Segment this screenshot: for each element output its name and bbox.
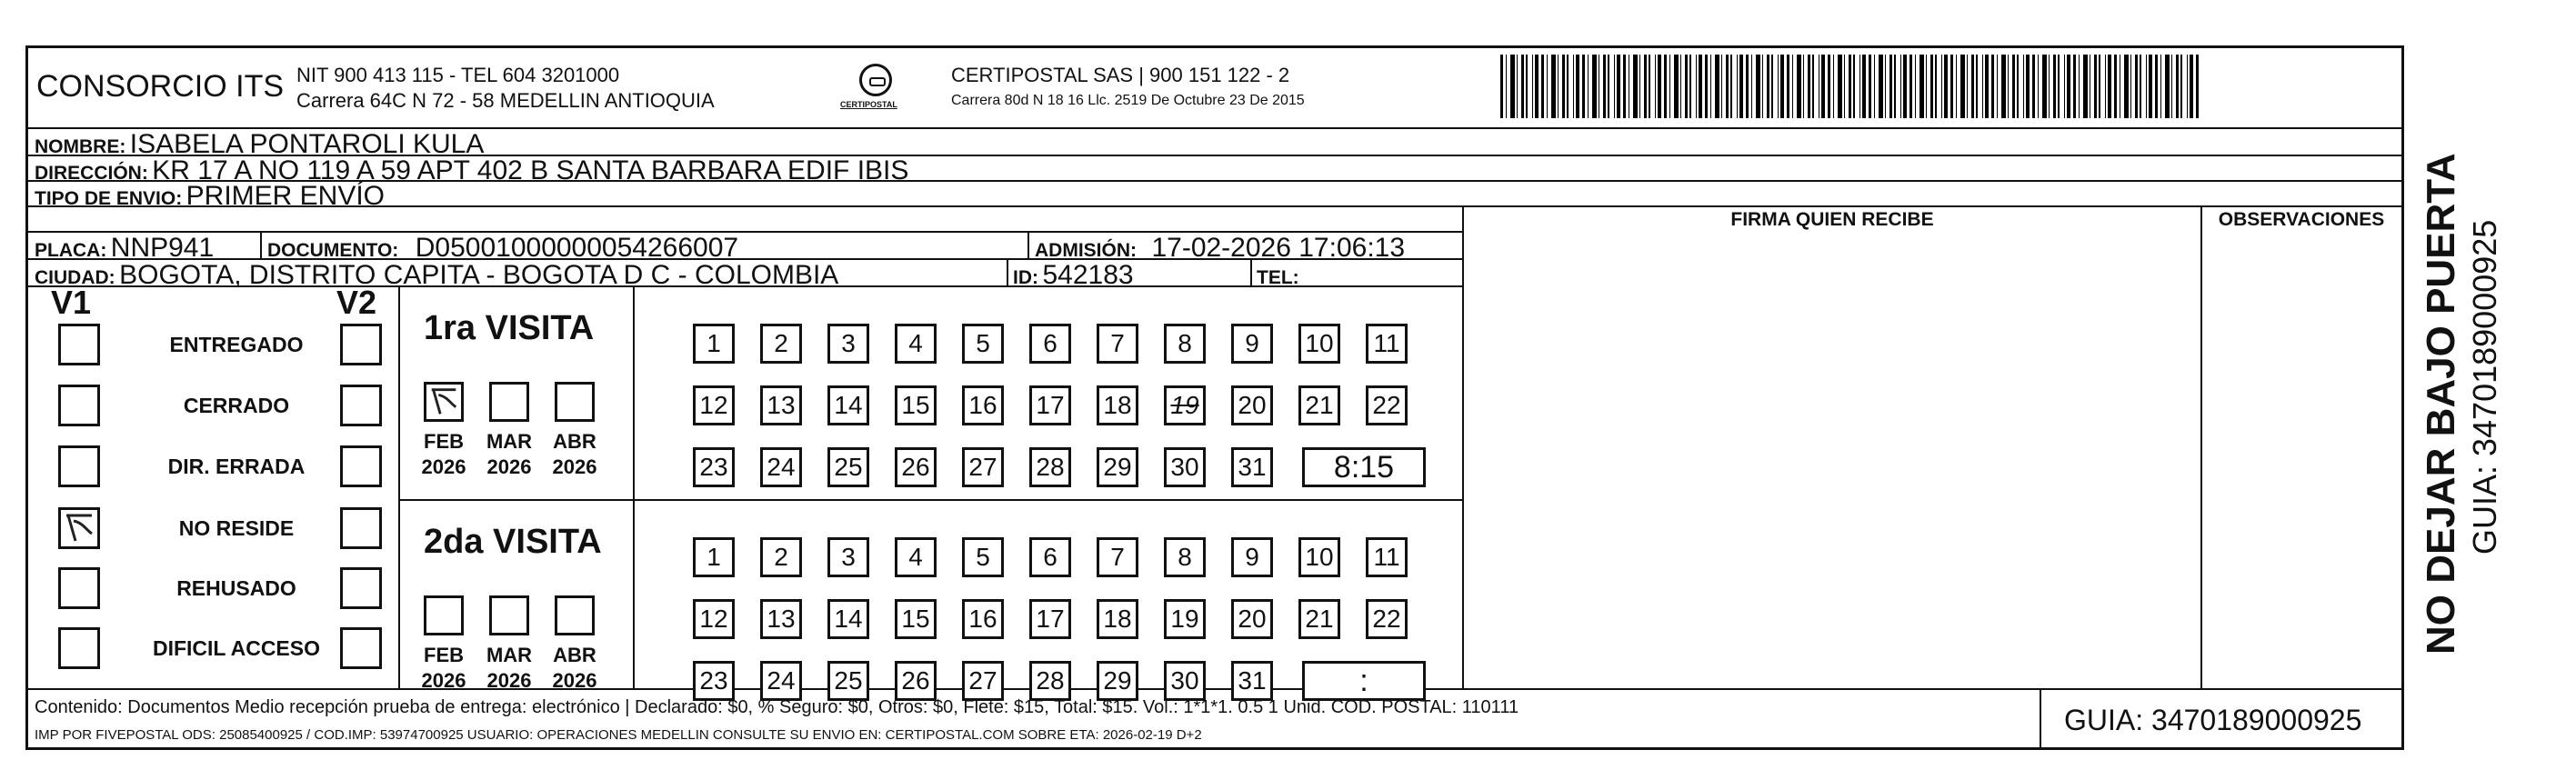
day-box[interactable]: 14 bbox=[827, 385, 869, 425]
id-label: ID: bbox=[1013, 267, 1038, 288]
visit-title: 1ra VISITA bbox=[424, 309, 595, 347]
logo-text: CERTIPOSTAL bbox=[840, 100, 897, 109]
month-checkbox[interactable] bbox=[555, 595, 595, 635]
day-box[interactable]: 31 bbox=[1231, 661, 1273, 701]
day-box[interactable]: 31 bbox=[1231, 447, 1273, 487]
day-box[interactable]: 26 bbox=[895, 447, 937, 487]
day-box[interactable]: 24 bbox=[760, 661, 802, 701]
month-name: MAR bbox=[486, 644, 533, 666]
day-box[interactable]: 7 bbox=[1097, 324, 1138, 364]
status-label: ENTREGADO bbox=[169, 333, 304, 356]
observaciones-label: OBSERVACIONES bbox=[2218, 209, 2385, 230]
day-box[interactable]: 25 bbox=[827, 661, 869, 701]
day-box[interactable]: 11 bbox=[1366, 324, 1408, 364]
day-box[interactable]: 8 bbox=[1164, 537, 1206, 577]
day-box[interactable]: 19 bbox=[1164, 385, 1206, 425]
company-address: Carrera 64C N 72 - 58 MEDELLIN ANTIOQUIA bbox=[296, 89, 715, 112]
day-box[interactable]: 9 bbox=[1231, 537, 1273, 577]
month-checkbox[interactable] bbox=[489, 382, 529, 422]
admision-label: ADMISIÓN: bbox=[1035, 240, 1137, 261]
day-box[interactable]: 3 bbox=[827, 537, 869, 577]
tipo-label: TIPO DE ENVIO: bbox=[35, 188, 183, 209]
nit-line: NIT 900 413 115 - TEL 604 3201000 bbox=[296, 64, 620, 86]
day-box[interactable]: 17 bbox=[1029, 385, 1071, 425]
footer-guia: GUIA: 3470189000925 bbox=[2064, 704, 2362, 736]
month-label bbox=[547, 429, 602, 480]
day-box[interactable]: 10 bbox=[1298, 537, 1340, 577]
day-box[interactable]: 27 bbox=[962, 447, 1004, 487]
month-name: FEB bbox=[424, 430, 464, 453]
certipostal-line1: CERTIPOSTAL SAS | 900 151 122 - 2 bbox=[951, 64, 1290, 86]
time-box[interactable]: : bbox=[1302, 661, 1426, 701]
day-box[interactable]: 5 bbox=[962, 324, 1004, 364]
day-box[interactable]: 25 bbox=[827, 447, 869, 487]
day-box[interactable]: 26 bbox=[895, 661, 937, 701]
day-box[interactable]: 7 bbox=[1097, 537, 1138, 577]
day-box[interactable]: 12 bbox=[693, 385, 735, 425]
nombre-label: NOMBRE: bbox=[35, 136, 126, 157]
nombre-value: ISABELA PONTAROLI KULA bbox=[129, 129, 485, 159]
day-box[interactable]: 20 bbox=[1231, 599, 1273, 639]
month-year: 2026 bbox=[421, 669, 466, 692]
month-year: 2026 bbox=[421, 455, 466, 478]
v1-checkbox[interactable] bbox=[58, 385, 100, 426]
day-box[interactable]: 18 bbox=[1097, 385, 1138, 425]
month-label bbox=[547, 643, 602, 694]
day-box[interactable]: 29 bbox=[1097, 447, 1138, 487]
day-box[interactable]: 20 bbox=[1231, 385, 1273, 425]
v2-label: V2 bbox=[336, 284, 377, 321]
v2-checkbox[interactable] bbox=[340, 567, 382, 609]
day-box[interactable]: 5 bbox=[962, 537, 1004, 577]
status-label: NO RESIDE bbox=[178, 516, 295, 540]
day-box[interactable]: 13 bbox=[760, 599, 802, 639]
v1-label: V1 bbox=[51, 284, 92, 321]
day-box[interactable]: 30 bbox=[1164, 661, 1206, 701]
day-box[interactable]: 23 bbox=[693, 447, 735, 487]
v1-checkbox[interactable] bbox=[58, 324, 100, 365]
imp-text: IMP POR FIVEPOSTAL ODS: 25085400925 / COD.IMP: 53974700925 USUARIO: OPERACIONES MEDELLIN CONSULTE SU ENVIO EN: CERTIPOSTAL.COM SOBRE ETA: 2026-02-19 D+2 bbox=[35, 727, 1202, 743]
v1-checkbox[interactable] bbox=[58, 567, 100, 609]
ciudad-label: CIUDAD: bbox=[35, 267, 115, 288]
day-box[interactable]: 4 bbox=[895, 537, 937, 577]
ciudad-value: BOGOTA, DISTRITO CAPITA - BOGOTA D C - COLOMBIA bbox=[119, 260, 839, 290]
month-checkbox[interactable] bbox=[424, 382, 464, 422]
day-box[interactable]: 4 bbox=[895, 324, 937, 364]
month-label bbox=[416, 429, 471, 480]
day-box[interactable]: 14 bbox=[827, 599, 869, 639]
day-box[interactable]: 11 bbox=[1366, 537, 1408, 577]
month-checkbox[interactable] bbox=[489, 595, 529, 635]
company-name: CONSORCIO ITS bbox=[36, 69, 285, 104]
month-year: 2026 bbox=[486, 669, 532, 692]
month-checkbox[interactable] bbox=[555, 382, 595, 422]
v1-checkbox[interactable] bbox=[58, 627, 100, 669]
day-box[interactable]: 22 bbox=[1366, 385, 1408, 425]
v1-checkbox[interactable] bbox=[58, 507, 100, 549]
day-box[interactable]: 30 bbox=[1164, 447, 1206, 487]
day-box[interactable]: 16 bbox=[962, 385, 1004, 425]
v2-checkbox[interactable] bbox=[340, 324, 382, 365]
v1-checkbox[interactable] bbox=[58, 445, 100, 487]
day-box[interactable]: 1 bbox=[693, 324, 735, 364]
month-name: MAR bbox=[486, 430, 533, 453]
tel-label: TEL: bbox=[1257, 267, 1299, 288]
documento-label: DOCUMENTO: bbox=[267, 240, 399, 261]
status-label: CERRADO bbox=[183, 394, 290, 417]
day-box[interactable]: 6 bbox=[1029, 537, 1071, 577]
day-box[interactable]: 12 bbox=[693, 599, 735, 639]
day-box[interactable]: 15 bbox=[895, 385, 937, 425]
month-checkbox[interactable] bbox=[424, 595, 464, 635]
month-name: ABR bbox=[553, 430, 596, 453]
time-box[interactable]: 8:15 bbox=[1302, 447, 1426, 487]
v2-checkbox[interactable] bbox=[340, 445, 382, 487]
documento-value: D05001000000054266007 bbox=[415, 233, 739, 263]
day-box[interactable]: 16 bbox=[962, 599, 1004, 639]
status-label: REHUSADO bbox=[176, 576, 296, 600]
day-box[interactable]: 13 bbox=[760, 385, 802, 425]
day-box[interactable]: 8 bbox=[1164, 324, 1206, 364]
v2-checkbox[interactable] bbox=[340, 385, 382, 426]
tipo-value: PRIMER ENVÍO bbox=[185, 181, 386, 211]
v2-checkbox[interactable] bbox=[340, 627, 382, 669]
certipostal-line2: Carrera 80d N 18 16 Llc. 2519 De Octubre 23 De 2015 bbox=[951, 93, 1305, 108]
day-box[interactable]: 28 bbox=[1029, 447, 1071, 487]
day-box[interactable]: 27 bbox=[962, 661, 1004, 701]
firma-label: FIRMA QUIEN RECIBE bbox=[1730, 209, 1934, 230]
direccion-value: KR 17 A NO 119 A 59 APT 402 B SANTA BARBARA EDIF IBIS bbox=[152, 155, 909, 185]
month-name: FEB bbox=[424, 644, 464, 666]
day-box[interactable]: 22 bbox=[1366, 599, 1408, 639]
v2-checkbox[interactable] bbox=[340, 507, 382, 549]
day-box[interactable]: 23 bbox=[693, 661, 735, 701]
visit-title: 2da VISITA bbox=[424, 523, 602, 561]
day-box[interactable]: 29 bbox=[1097, 661, 1138, 701]
status-label: DIR. ERRADA bbox=[167, 455, 306, 478]
day-box[interactable]: 3 bbox=[827, 324, 869, 364]
day-box[interactable]: 21 bbox=[1298, 385, 1340, 425]
status-label: DIFICIL ACCESO bbox=[152, 636, 320, 660]
day-box[interactable]: 6 bbox=[1029, 324, 1071, 364]
day-box[interactable]: 2 bbox=[760, 537, 802, 577]
side-guia: GUIA: 3470189000925 bbox=[2466, 219, 2503, 555]
side-warning: NO DEJAR BAJO PUERTA bbox=[2419, 153, 2463, 655]
admision-value: 17-02-2026 17:06:13 bbox=[1151, 233, 1406, 263]
id-value: 542183 bbox=[1042, 260, 1134, 290]
day-box[interactable]: 15 bbox=[895, 599, 937, 639]
day-box[interactable]: 21 bbox=[1298, 599, 1340, 639]
direccion-label: DIRECCIÓN: bbox=[35, 163, 148, 184]
month-year: 2026 bbox=[486, 455, 532, 478]
day-box[interactable]: 24 bbox=[760, 447, 802, 487]
month-year: 2026 bbox=[552, 669, 597, 692]
month-year: 2026 bbox=[552, 455, 597, 478]
day-box[interactable]: 17 bbox=[1029, 599, 1071, 639]
day-box[interactable]: 9 bbox=[1231, 324, 1273, 364]
contenido-text: Contenido: Documentos Medio recepción prueba de entrega: electrónico | Declarado: $0, % Seguro: $0, Otros: $0, Flete: $15, Total: $15. Vol.: 1*1*1. 0.5 1 Unid. COD. POSTAL: 110111 bbox=[35, 697, 1519, 717]
month-label bbox=[482, 429, 536, 480]
day-box[interactable]: 19 bbox=[1164, 599, 1206, 639]
day-box[interactable]: 1 bbox=[693, 537, 735, 577]
placa-label: PLACA: bbox=[35, 240, 107, 261]
day-box[interactable]: 18 bbox=[1097, 599, 1138, 639]
month-label bbox=[482, 643, 536, 694]
month-label bbox=[416, 643, 471, 694]
day-box[interactable]: 10 bbox=[1298, 324, 1340, 364]
day-box[interactable]: 2 bbox=[760, 324, 802, 364]
month-name: ABR bbox=[553, 644, 596, 666]
placa-value: NNP941 bbox=[110, 233, 215, 263]
day-box[interactable]: 28 bbox=[1029, 661, 1071, 701]
